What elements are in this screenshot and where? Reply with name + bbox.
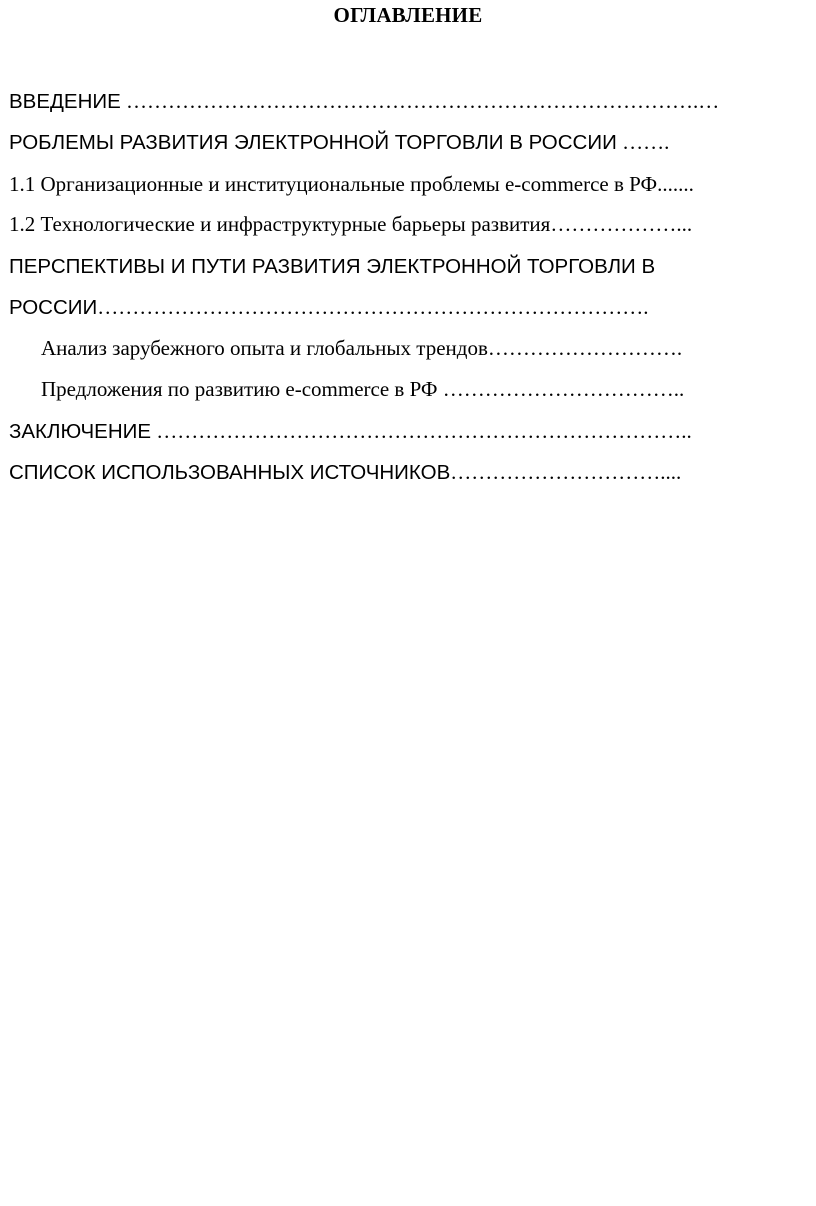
toc-entry-label: ЗАКЛЮЧЕНИЕ <box>9 420 152 443</box>
toc-entry-label: ВВЕДЕНИЕ <box>9 90 121 113</box>
page-title: ОГЛАВЛЕНИЕ <box>333 3 483 27</box>
toc-entry-introduction[interactable] <box>9 88 719 115</box>
toc-entry-leader: ……………………………………………………………………. <box>97 295 649 319</box>
toc-entry-section-2-1[interactable] <box>41 335 682 361</box>
toc-entry-label: Предложения по развитию e-commerce в РФ <box>41 377 438 401</box>
toc-entry-chapter-2-line-1[interactable] <box>9 253 655 280</box>
toc-entry-chapter-1[interactable] <box>9 129 669 156</box>
toc-entry-label: Анализ зарубежного опыта и глобальных трендов <box>41 336 488 360</box>
toc-entry-label: СПИСОК ИСПОЛЬЗОВАННЫХ ИСТОЧНИКОВ <box>9 461 451 484</box>
toc-entry-leader: ………………………. <box>487 336 683 360</box>
toc-entry-references[interactable] <box>9 459 681 486</box>
toc-entry-section-2-2[interactable] <box>41 376 684 402</box>
toc-entry-leader: ……. <box>616 130 670 154</box>
toc-entry-leader: ………………………….... <box>450 460 682 484</box>
toc-entry-label: РОССИИ <box>9 296 98 319</box>
toc-entry-label: ПЕРСПЕКТИВЫ И ПУТИ РАЗВИТИЯ ЭЛЕКТРОННОЙ ТОРГОВЛИ В <box>9 255 656 278</box>
toc-entry-leader: …………………………….. <box>437 377 685 401</box>
toc-entry-leader: ………………………………………………………………….. <box>151 419 692 443</box>
toc-entry-label: 1.2 Технологические и инфраструктурные барьеры развития <box>9 212 551 236</box>
toc-entry-leader: ....... <box>657 172 694 196</box>
toc-entry-leader: ……………………………………………………………………….… <box>120 89 720 113</box>
toc-entry-leader: ………………... <box>550 212 693 236</box>
toc-entry-label: РОБЛЕМЫ РАЗВИТИЯ ЭЛЕКТРОННОЙ ТОРГОВЛИ В РОССИИ <box>9 131 617 154</box>
toc-entry-section-1-2[interactable] <box>9 211 692 237</box>
toc-entry-conclusion[interactable] <box>9 418 692 445</box>
toc-entry-chapter-2-line-2[interactable] <box>9 294 649 321</box>
toc-entry-section-1-1[interactable] <box>9 171 694 197</box>
toc-entry-label: 1.1 Организационные и институциональные проблемы e-commerce в РФ <box>9 172 658 196</box>
